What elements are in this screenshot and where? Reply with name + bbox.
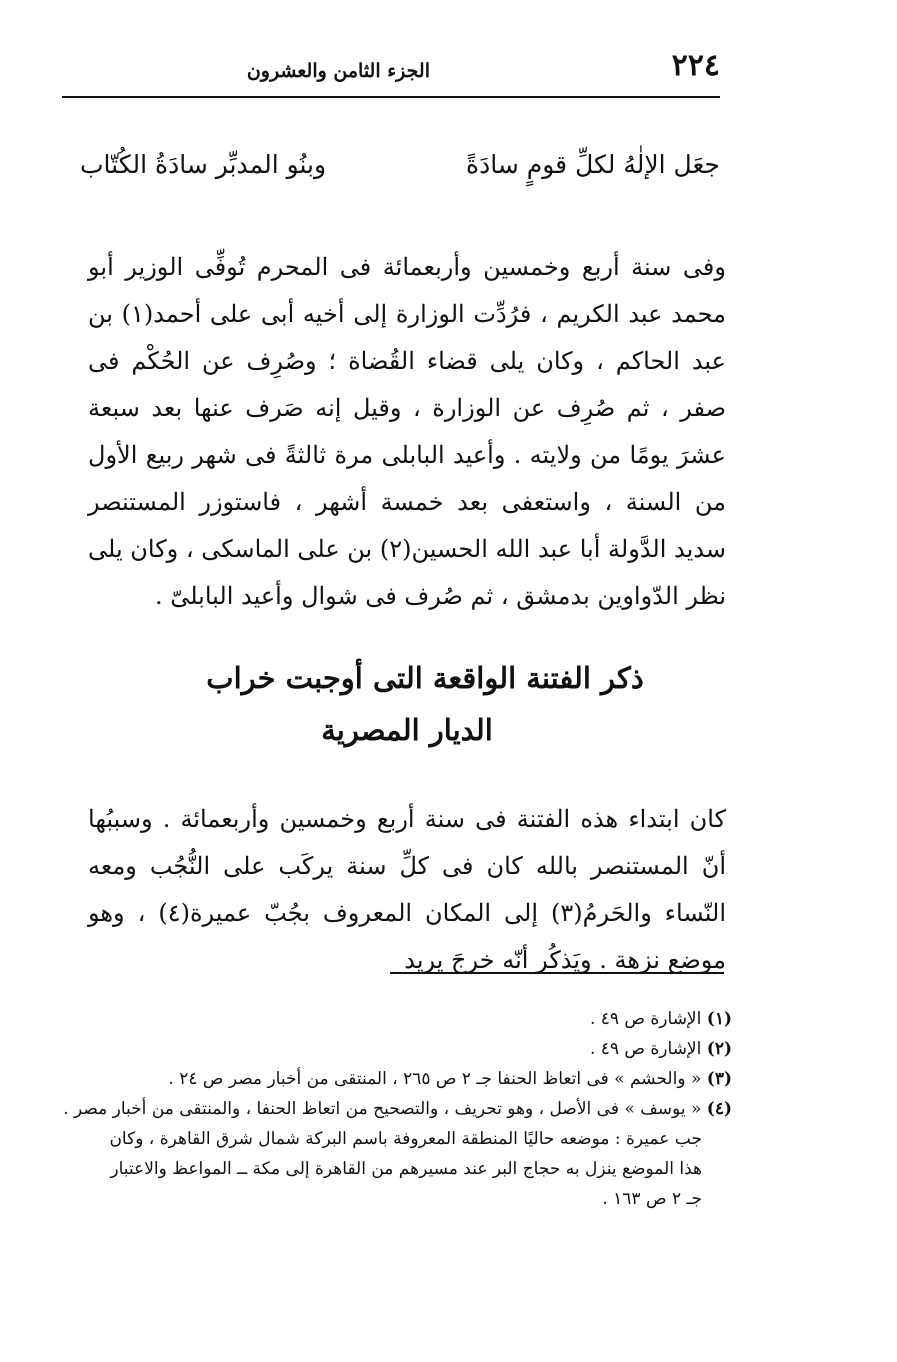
header-divider [62, 96, 720, 98]
running-head: الجزء الثامن والعشرون [246, 60, 430, 82]
section-heading-line-1: ذكر الفتنة الواقعة التى أوجبت خراب [206, 661, 644, 695]
section-heading-line-2: الديار المصرية [321, 713, 493, 747]
footnote-text: الإشارة ص ٤٩ . [589, 1009, 702, 1029]
footnote-mark: (٢) [706, 1039, 732, 1059]
footnote-text: الإشارة ص ٤٩ . [589, 1039, 702, 1059]
footnote-2 [92, 1034, 732, 1064]
section-heading [88, 652, 726, 756]
poetry-verse [80, 150, 720, 210]
footnote-mark: (١) [706, 1009, 732, 1029]
verse-second-hemistich: وبنُو المدبِّر سادَةُ الكُتّاب [80, 150, 327, 179]
footnote-4-continuation: جب عميرة : موضعه حاليًا المنطقة المعروفة باسم البركة شمال شرق القاهرة ، وكان هذا الموضع ينزل به حجاج البر عند مسيرهم من القاهرة إلى مكة ــ المواعظ والاعتبار جـ ٢ ص ١٦٣ . [109, 1129, 702, 1209]
page-header [60, 44, 720, 96]
footnote-text: « والحشم » فى اتعاظ الحنفا جـ ٢ ص ٢٦٥ ، المنتقى من أخبار مصر ص ٢٤ . [168, 1069, 702, 1089]
footnote-4 [63, 1094, 732, 1124]
footnote-mark: (٤) [706, 1099, 732, 1119]
footnote-divider [390, 972, 724, 974]
footnote-text: « يوسف » فى الأصل ، وهو تحريف ، والتصحيح من اتعاظ الحنفا ، والمنتقى من أخبار مصر . [63, 1099, 702, 1119]
footnote-3 [92, 1064, 732, 1094]
footnote-mark: (٣) [706, 1069, 732, 1089]
footnote-1 [92, 1004, 732, 1034]
body-paragraph-2: كان ابتداء هذه الفتنة فى سنة أربع وخمسين وأربعمائة . وسببُها أنّ المستنصر بالله كان فى كلِّ سنة يركَب على النُّجُب ومعه النّساء والحَرمُ(٣) إلى المكان المعروف بجُبّ عميرة(٤) ، وهو موضع نزهة . ويَذكُر أنّه خرجَ يريد [88, 805, 726, 974]
body-paragraph-1: وفى سنة أربع وخمسين وأربعمائة فى المحرم تُوفِّى الوزير أبو محمد عبد الكريم ، فرُدِّت الوزارة إلى أخيه أبى على أحمد(١) بن عبد الحاكم ، وكان يلى قضاء القُضاة ؛ وصُرِف عن الحُكْم فى صفر ، ثم صُرِف عن الوزارة ، وقيل إنه صَرف عنها بعد سبعة عشرَ يومًا من ولايته . وأعيد البابلى مرة ثالثةً فى شهر ربيع الأول من السنة ، واستعفى بعد خمسة أشهر ، فاستوزر المستنصر سديد الدَّولة أبا عبد الله الحسين(٢) بن على الماسكى ، وكان يلى نظر الدّواوين بدمشق ، ثم صُرف فى شوال وأعيد البابلىّ . [88, 253, 727, 610]
page-number: ٢٢٤ [671, 48, 720, 83]
verse-first-hemistich: جعَل الإلٰهُ لكلِّ قومٍ سادَةً [466, 150, 720, 179]
footnotes [63, 1004, 732, 1214]
